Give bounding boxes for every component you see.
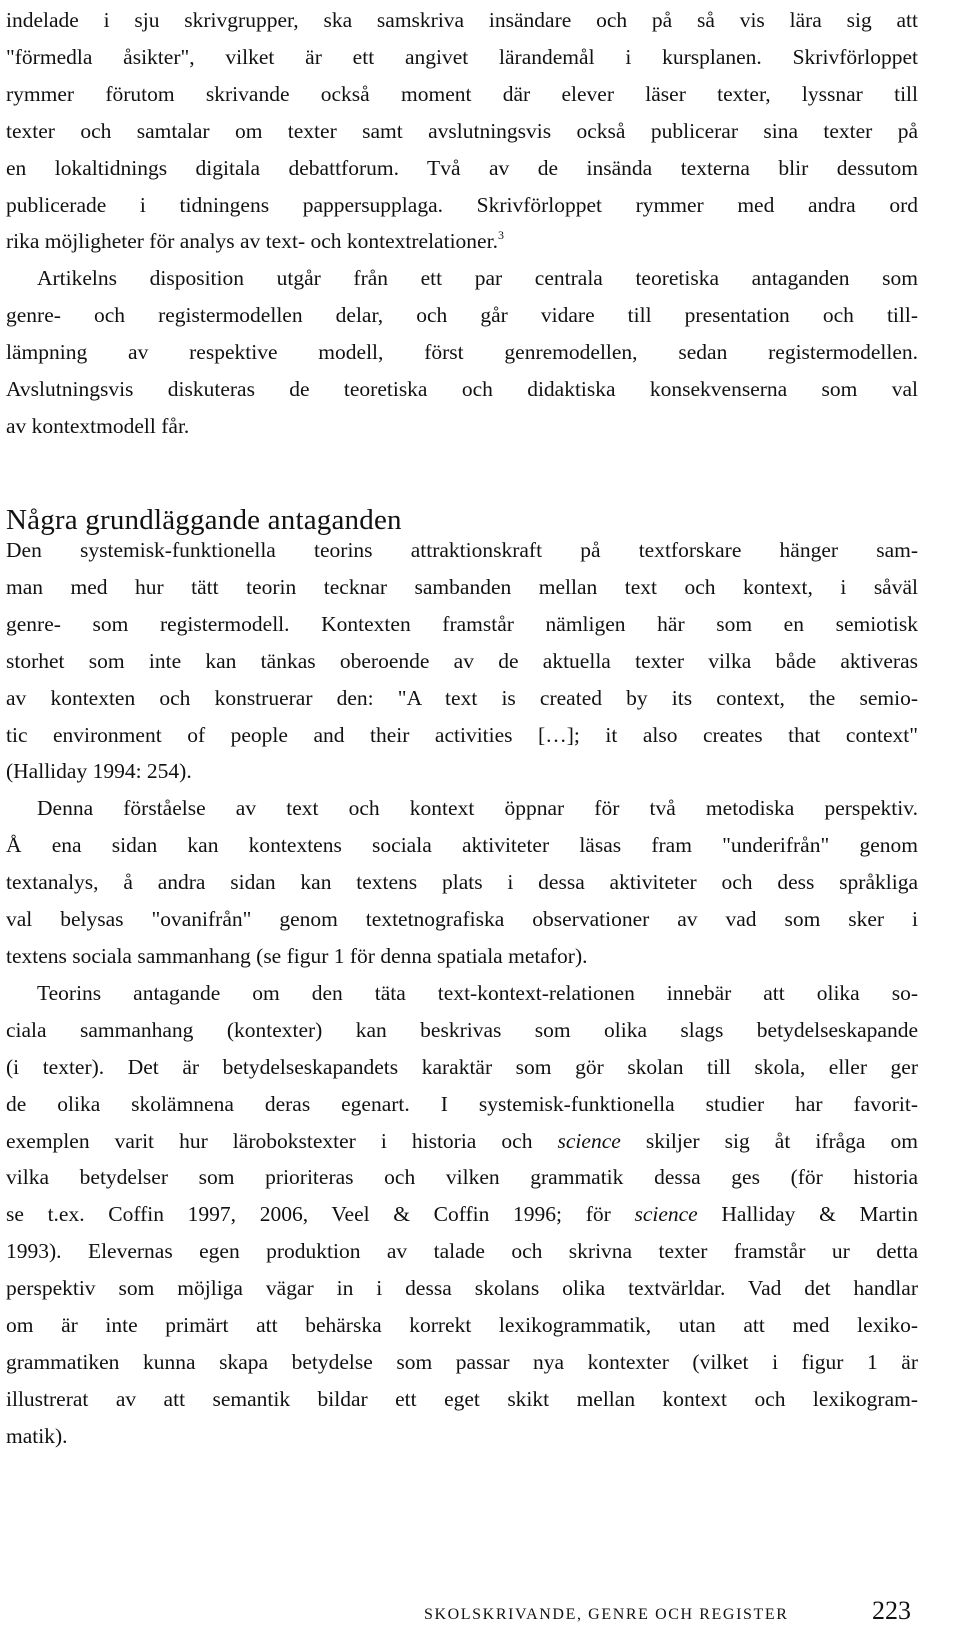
text-line: av kontextmodell får.	[6, 413, 190, 438]
text-line: "förmedla åsikter", vilket är ett angivet lärandemål i kursplanen. Skrivförloppet	[6, 44, 918, 69]
text-line: (i texter). Det är betydelseskapandets karaktär som gör skolan till skola, eller ger	[6, 1054, 918, 1079]
text-line: genre- som registermodell. Kontexten framstår nämligen här som en semiotisk	[6, 611, 918, 636]
text-line: vilka betydelser som prioriteras och vilken grammatik dessa ges (för historia	[6, 1165, 918, 1190]
text-line: Den systemisk-funktionella teorins attraktionskraft på textforskare hänger sam-	[6, 538, 918, 562]
text-line: om är inte primärt att behärska korrekt lexikogrammatik, utan att med lexiko-	[6, 1313, 918, 1338]
text-line: Teorins antagande om den täta text-kontext-relationen innebär att olika so-	[37, 980, 918, 1005]
text-line: en lokaltidnings digitala debattforum. Två av de insända texterna blir dessutom	[6, 155, 918, 180]
text-line: rymmer förutom skrivande också moment där elever läser texter, lyssnar till	[6, 81, 918, 106]
page-footer	[0, 1596, 960, 1636]
text-line: Å ena sidan kan kontextens sociala aktiviteter läsas fram "underifrån" genom	[6, 833, 918, 858]
italic-term: science	[557, 1128, 621, 1153]
text-line: tic environment of people and their activities […]; it also creates that context"	[6, 722, 918, 747]
italic-term: science	[634, 1202, 698, 1227]
text-line: val belysas "ovanifrån" genom textetnografiska observationer av vad som sker i	[6, 907, 918, 932]
section-heading: Några grundläggande antaganden	[6, 504, 402, 536]
intro-paragraph-2	[6, 260, 918, 445]
text-line: publicerade i tidningens pappersupplaga. Skrivförloppet rymmer med andra ord	[6, 192, 918, 217]
text-line: storhet som inte kan tänkas oberoende av de aktuella texter vilka både aktiveras	[6, 648, 918, 673]
text-line: textanalys, å andra sidan kan textens plats i dessa aktiviteter och dess språkliga	[6, 870, 918, 895]
text-line: grammatiken kunna skapa betydelse som passar nya kontexter (vilket i figur 1 är	[6, 1349, 918, 1374]
section-paragraph-1	[6, 532, 918, 790]
text-segment: se t.ex. Coffin 1997, 2006, Veel & Coffin 1996; för	[6, 1202, 635, 1227]
section-paragraph-3	[6, 975, 918, 1455]
text-line-with-italic	[6, 1196, 918, 1233]
section-paragraph-2	[6, 790, 918, 975]
running-head: SKOLSKRIVANDE, GENRE OCH REGISTER	[424, 1606, 789, 1623]
page-body	[6, 2, 918, 445]
text-line: Denna förståelse av text och kontext öppnar för två metodiska perspektiv.	[37, 796, 918, 821]
text-line: indelade i sju skrivgrupper, ska samskriva insändare och på så vis lära sig att	[6, 8, 918, 32]
text-line: genre- och registermodellen delar, och går vidare till presentation och till-	[6, 303, 918, 328]
text-line-with-footnote	[6, 223, 918, 260]
text-line: textens sociala sammanhang (se figur 1 för denna spatiala metafor).	[6, 943, 588, 968]
text-line: texter och samtalar om texter samt avslutningsvis också publicerar sina texter på	[6, 118, 918, 143]
text-segment: Halliday & Martin	[697, 1202, 918, 1227]
text-line: lämpning av respektive modell, först genremodellen, sedan registermodellen.	[6, 340, 918, 365]
text-line: ciala sammanhang (kontexter) kan beskrivas som olika slags betydelseskapande	[6, 1017, 918, 1042]
text-line: (Halliday 1994: 254).	[6, 759, 192, 784]
text-line: man med hur tätt teorin tecknar sambanden mellan text och kontext, i såväl	[6, 574, 918, 599]
text-line: de olika skolämnena deras egenart. I systemisk-funktionella studier har favorit-	[6, 1091, 918, 1116]
text-line: rika möjligheter för analys av text- och kontextrelationer.	[6, 229, 498, 254]
text-line-with-italic	[6, 1123, 918, 1160]
text-segment: skiljer sig åt ifråga om	[620, 1128, 919, 1153]
text-line: Artikelns disposition utgår från ett par centrala teoretiska antaganden som	[37, 266, 918, 291]
text-line: perspektiv som möjliga vägar in i dessa skolans olika textvärldar. Vad det handlar	[6, 1276, 918, 1301]
intro-paragraph-1	[6, 2, 918, 260]
footnote-reference: 3	[497, 228, 504, 243]
text-line: matik).	[6, 1423, 68, 1448]
page-number: 223	[872, 1596, 911, 1625]
text-line: 1993). Elevernas egen produktion av talade och skrivna texter framstår ur detta	[6, 1239, 918, 1264]
text-segment: exemplen varit hur lärobokstexter i historia och	[6, 1128, 558, 1153]
section-body	[6, 532, 918, 1455]
text-line: av kontexten och konstruerar den: "A text is created by its context, the semio-	[6, 685, 918, 710]
text-line: Avslutningsvis diskuteras de teoretiska och didaktiska konsekvenserna som val	[6, 377, 918, 402]
text-line: illustrerat av att semantik bildar ett eget skikt mellan kontext och lexikogram-	[6, 1386, 918, 1411]
